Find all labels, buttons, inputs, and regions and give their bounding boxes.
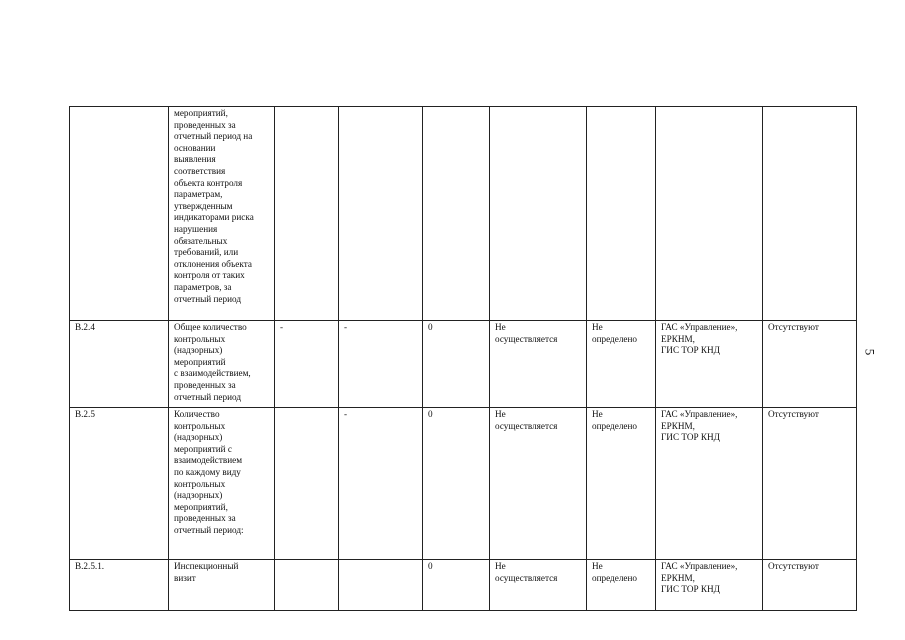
cell-col7: Не определено — [587, 321, 656, 408]
cell-col4 — [339, 107, 423, 321]
cell-col9: Отсутствуют — [763, 321, 857, 408]
cell-col8 — [656, 107, 763, 321]
cell-col9 — [763, 107, 857, 321]
table-row — [70, 321, 857, 408]
cell-code: В.2.5 — [70, 408, 169, 560]
cell-col5 — [423, 107, 490, 321]
cell-col3 — [275, 107, 339, 321]
cell-col5: 0 — [423, 408, 490, 560]
cell-name: Инспекционный визит — [169, 560, 275, 611]
table-row — [70, 408, 857, 560]
cell-col4 — [339, 560, 423, 611]
cell-col3: - — [275, 321, 339, 408]
cell-col7 — [587, 107, 656, 321]
cell-name: Количество контрольных (надзорных) мероприятий с взаимодействием по каждому виду контрольных (надзорных) мероприятий, проведенных за отчетный период: — [169, 408, 275, 560]
cell-col6: Не осуществляется — [490, 408, 587, 560]
cell-col8: ГАС «Управление», ЕРКНМ, ГИС ТОР КНД — [656, 560, 763, 611]
table-row — [70, 107, 857, 321]
cell-col6: Не осуществляется — [490, 560, 587, 611]
cell-code: В.2.4 — [70, 321, 169, 408]
cell-col9: Отсутствуют — [763, 408, 857, 560]
table-row — [70, 560, 857, 611]
cell-col8: ГАС «Управление», ЕРКНМ, ГИС ТОР КНД — [656, 321, 763, 408]
cell-col3 — [275, 408, 339, 560]
cell-col7: Не определено — [587, 408, 656, 560]
cell-code — [70, 107, 169, 321]
cell-col9: Отсутствуют — [763, 560, 857, 611]
indicators-table — [69, 106, 857, 611]
cell-code: В.2.5.1. — [70, 560, 169, 611]
cell-col8: ГАС «Управление», ЕРКНМ, ГИС ТОР КНД — [656, 408, 763, 560]
cell-name: Общее количество контрольных (надзорных) мероприятий с взаимодействием, проведенных за отчетный период — [169, 321, 275, 408]
cell-col5: 0 — [423, 560, 490, 611]
cell-col5: 0 — [423, 321, 490, 408]
cell-col6: Не осуществляется — [490, 321, 587, 408]
cell-name: мероприятий, проведенных за отчетный период на основании выявления соответствия объекта контроля параметрам, утвержденным индикаторами риска нарушения обязательных требований, или отклонения объекта контроля от таких параметров, за отчетный период — [169, 107, 275, 321]
page-number: 5 — [862, 348, 878, 356]
cell-col6 — [490, 107, 587, 321]
cell-col4: - — [339, 321, 423, 408]
cell-col4: - — [339, 408, 423, 560]
cell-col7: Не определено — [587, 560, 656, 611]
cell-col3 — [275, 560, 339, 611]
